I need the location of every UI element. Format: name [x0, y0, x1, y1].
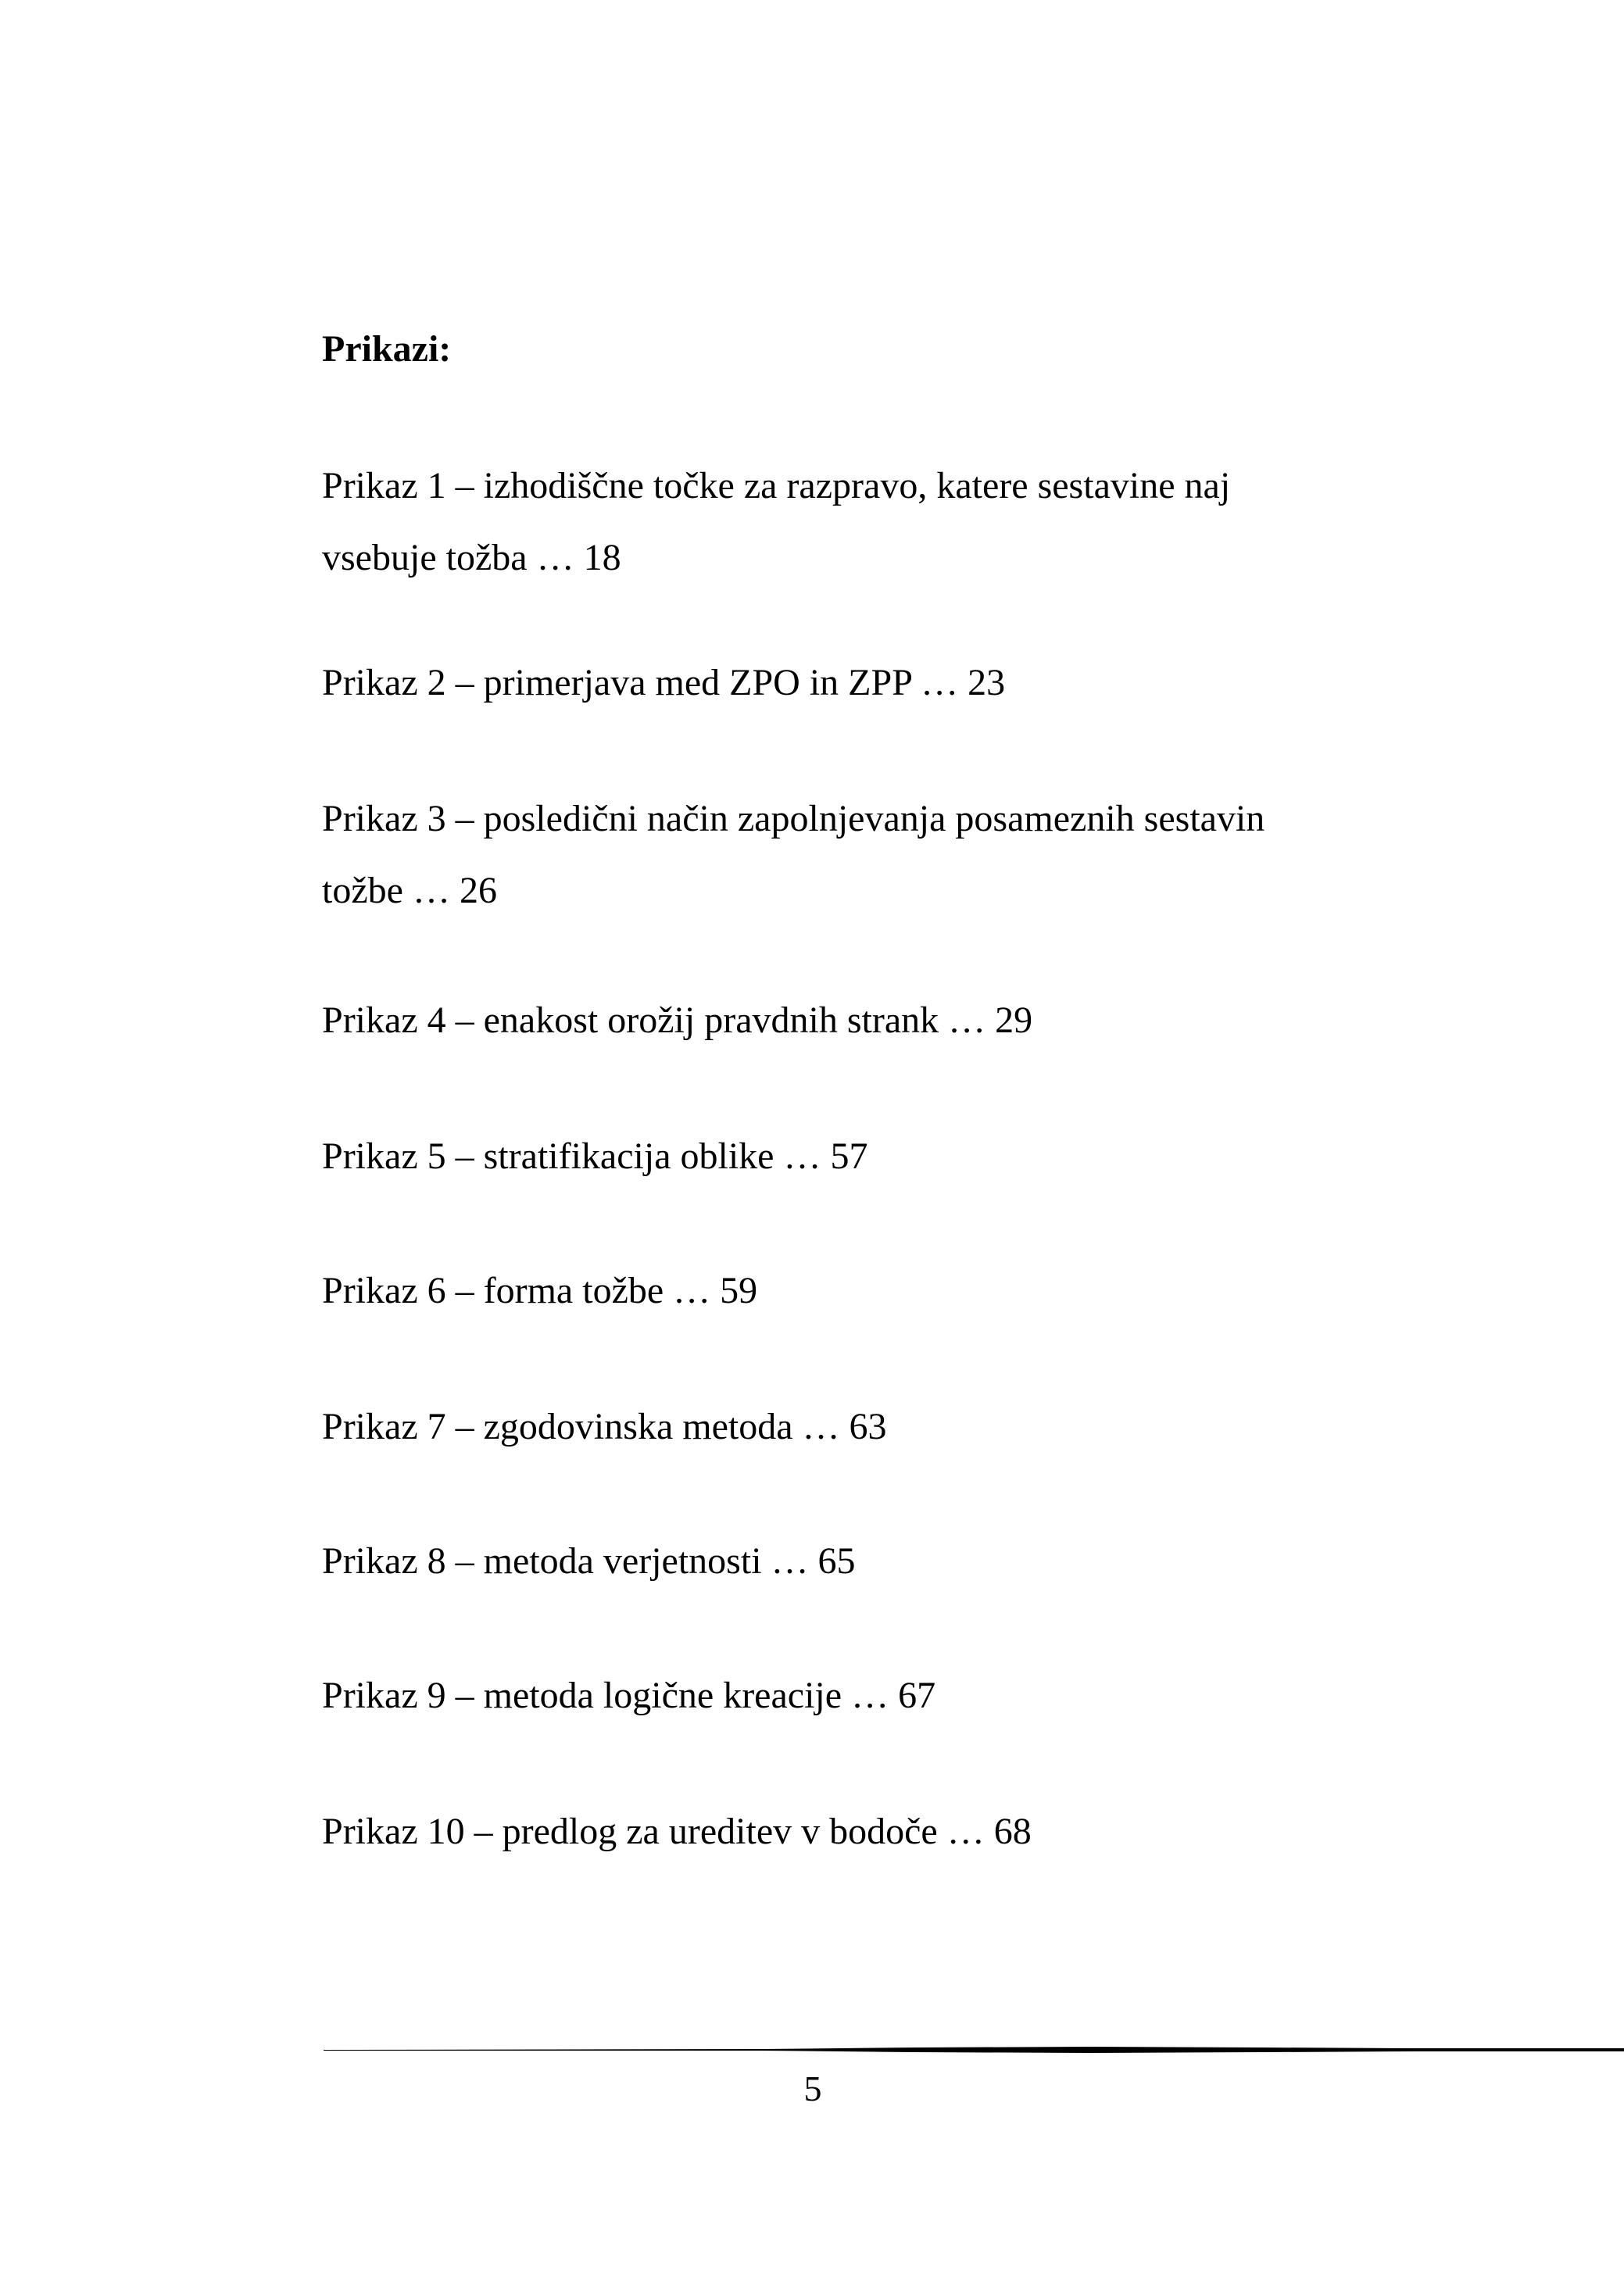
section-heading: Prikazi: [322, 328, 452, 370]
page-number: 5 [803, 2069, 822, 2108]
list-item-prikaz-8: Prikaz 8 – metoda verjetnosti … 65 [322, 1540, 856, 1582]
list-item-prikaz-10: Prikaz 10 – predlog za ureditev v bodoče … 68 [322, 1811, 1032, 1852]
list-item-prikaz-4: Prikaz 4 – enakost orožij pravdnih strank … 29 [322, 1000, 1033, 1041]
list-item-prikaz-6: Prikaz 6 – forma tožbe … 59 [322, 1270, 758, 1311]
list-item-prikaz-3: Prikaz 3 – posledični način zapolnjevanja posameznih sestavin tožbe … 26 [322, 798, 1265, 911]
list-item-prikaz-5: Prikaz 5 – stratifikacija oblike … 57 [322, 1136, 868, 1177]
list-item-prikaz-9: Prikaz 9 – metoda logične kreacije … 67 [322, 1675, 936, 1716]
list-item-prikaz-1: Prikaz 1 – izhodiščne točke za razpravo, katere sestavine naj vsebuje tožba … 18 [322, 465, 1231, 578]
list-item-prikaz-2: Prikaz 2 – primerjava med ZPO in ZPP … 23 [322, 662, 1006, 703]
footer-divider [324, 2044, 1624, 2055]
list-item-prikaz-7: Prikaz 7 – zgodovinska metoda … 63 [322, 1406, 887, 1447]
